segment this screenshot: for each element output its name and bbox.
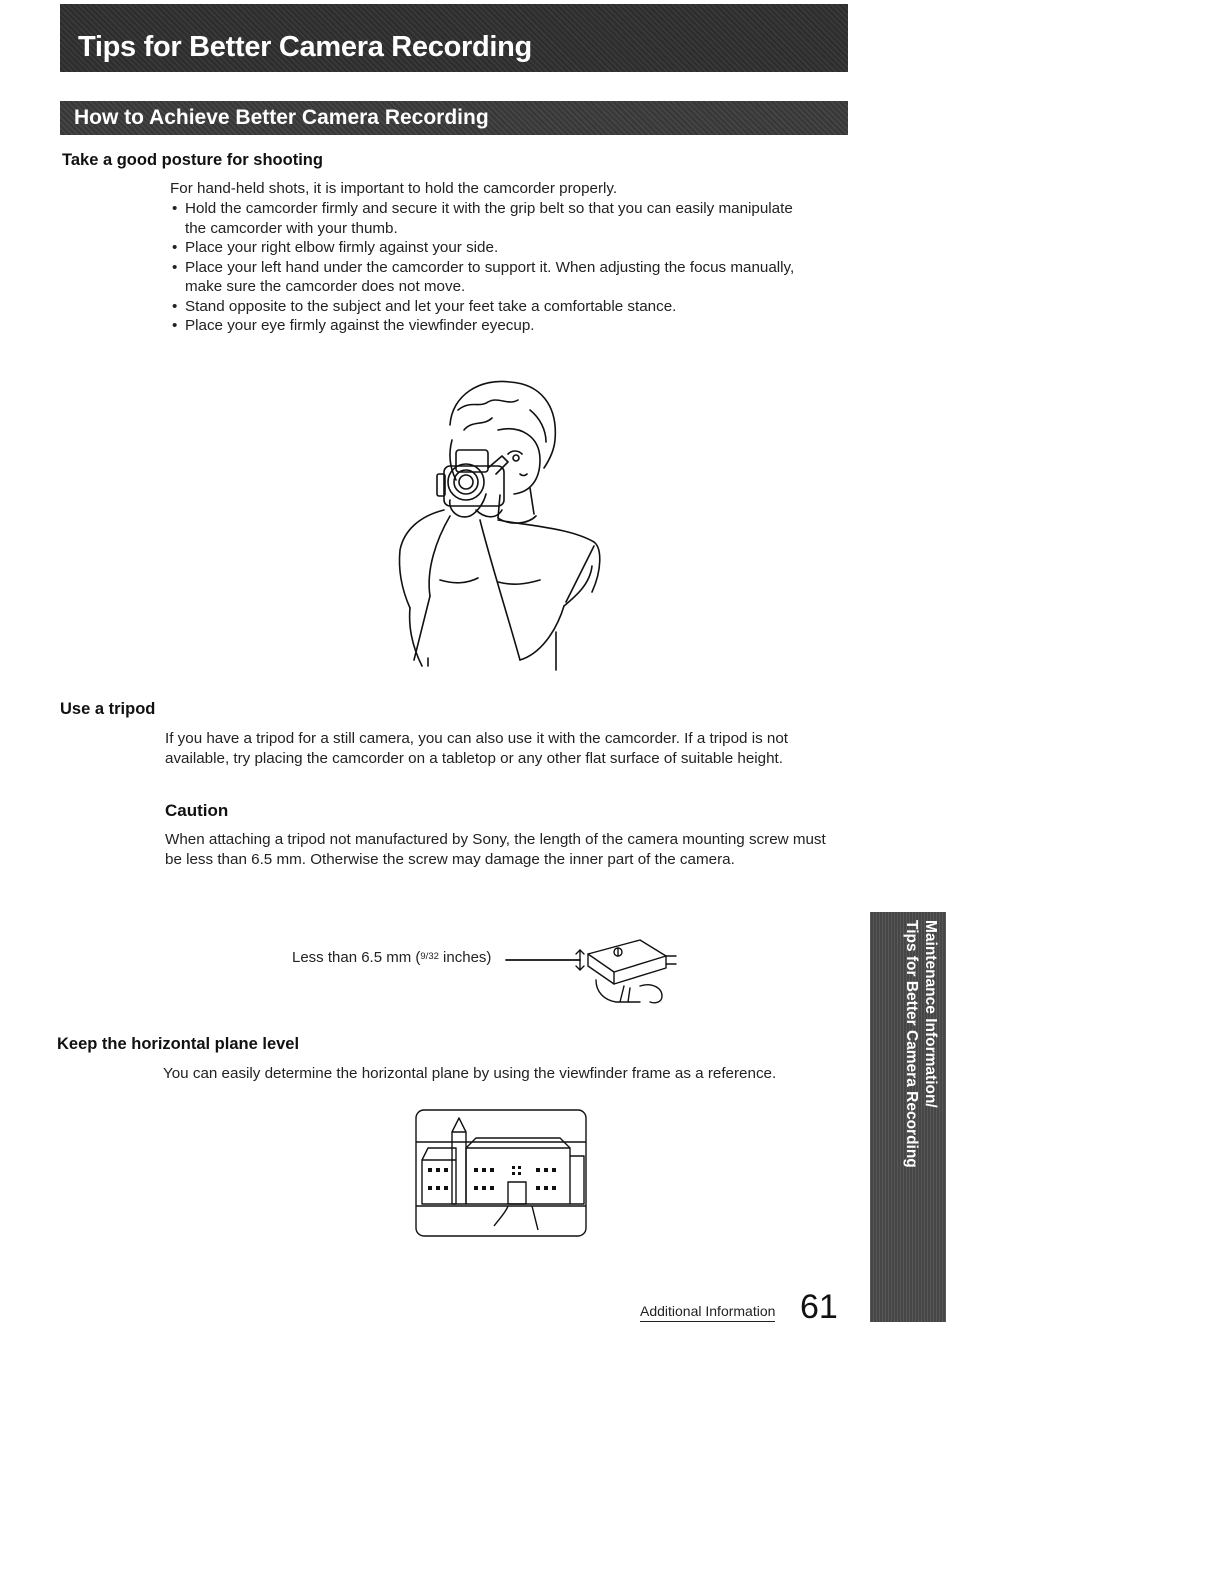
posture-heading: Take a good posture for shooting <box>62 151 323 169</box>
posture-bullet-4: • Stand opposite to the subject and let your feet take a comfortable stance. <box>170 297 810 317</box>
tripod-text: If you have a tripod for a still camera, you can also use it with the camcorder. If a tripod is not available, try placing the camcorder on a tabletop or any other flat surface of suitable height. <box>165 730 788 767</box>
side-tab-line-1: Maintenance Information/ <box>922 920 939 1108</box>
side-section-tab <box>870 912 946 1322</box>
viewfinder-illustration <box>414 1108 589 1240</box>
tripod-head-illustration <box>500 930 680 1008</box>
measurement-prefix: Less than 6.5 mm ( <box>292 949 421 966</box>
measurement-label <box>292 949 491 966</box>
tripod-heading: Use a tripod <box>60 700 156 718</box>
side-tab-label <box>870 912 946 1322</box>
measurement-suffix: inches) <box>438 949 492 966</box>
caution-heading: Caution <box>165 801 229 820</box>
horizontal-text: You can easily determine the horizontal plane by using the viewfinder frame as a reference. <box>163 1065 777 1082</box>
posture-bullet-5: • Place your eye firmly against the viewfinder eyecup. <box>170 316 810 336</box>
title-banner <box>60 4 848 72</box>
posture-bullet-1: • Hold the camcorder firmly and secure it with the grip belt so that you can easily manipulate the camcorder with your thumb. <box>170 199 810 238</box>
page-title: Tips for Better Camera Recording <box>78 31 532 63</box>
caution-text: When attaching a tripod not manufactured by Sony, the length of the camera mounting screw must be less than 6.5 mm. Otherwise the screw may damage the inner part of the camera. <box>165 831 826 868</box>
posture-bullet-2: • Place your right elbow firmly against your side. <box>170 238 810 258</box>
posture-bullet-list <box>170 199 810 336</box>
measurement-fraction: 9/32 <box>420 951 439 962</box>
subtitle-banner <box>60 101 848 135</box>
section-title: How to Achieve Better Camera Recording <box>74 106 489 129</box>
footer-section-name: Additional Information <box>640 1303 775 1322</box>
page-number: 61 <box>800 1288 838 1326</box>
horizontal-heading: Keep the horizontal plane level <box>57 1035 300 1053</box>
posture-illustration <box>380 370 620 680</box>
posture-bullet-3: • Place your left hand under the camcorder to support it. When adjusting the focus manually, make sure the camcorder does not move. <box>170 258 810 297</box>
side-tab-line-2: Tips for Better Camera Recording <box>903 920 920 1168</box>
posture-intro: For hand-held shots, it is important to hold the camcorder properly. <box>170 180 618 197</box>
